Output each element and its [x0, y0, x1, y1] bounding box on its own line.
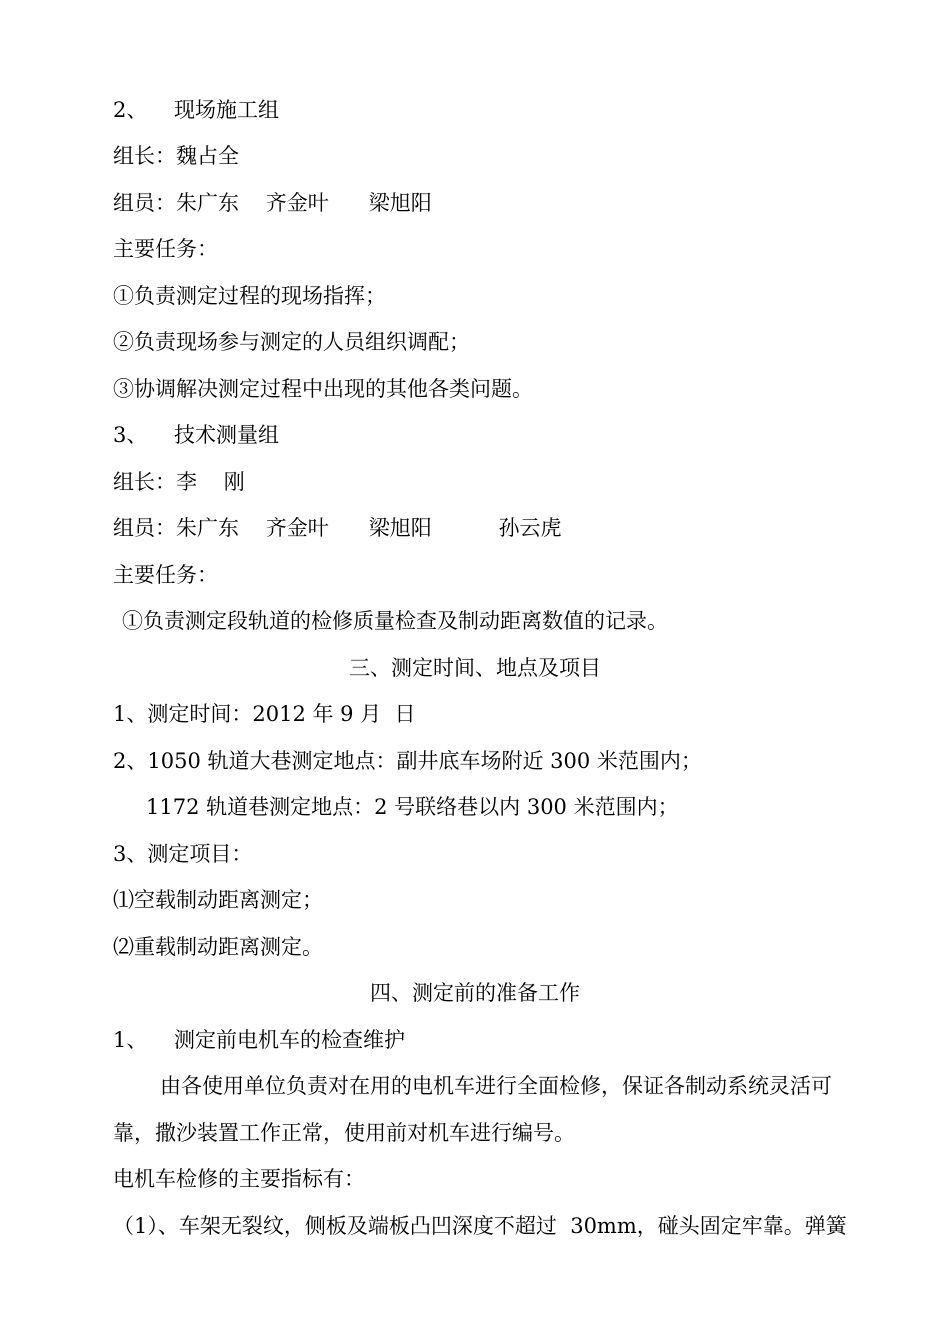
paragraph-line: 电机车检修的主要指标有：	[113, 1167, 365, 1191]
main-tasks-label: 主要任务：	[113, 563, 218, 587]
section-heading-site-construction: 2、 现场施工组	[113, 98, 280, 122]
list-item: 2、1050 轨道大巷测定地点：副井底车场附近 300 米范围内；	[113, 749, 702, 773]
paragraph-line: 靠，撒沙装置工作正常，使用前对机车进行编号。	[113, 1121, 575, 1145]
group-leader-line: 组长：魏占全	[113, 144, 239, 168]
chapter-heading: 三、测定时间、地点及项目	[349, 656, 601, 680]
task-item: ①负责测定过程的现场指挥；	[113, 284, 386, 308]
task-item: ②负责现场参与测定的人员组织调配；	[113, 330, 470, 354]
sub-item: ⑴空载制动距离测定；	[113, 888, 323, 912]
section-heading-technical-survey: 3、 技术测量组	[113, 423, 280, 447]
paragraph-line: （1）、车架无裂纹，侧板及端板凸凹深度不超过 30mm，碰头固定牢靠。弹簧	[113, 1214, 847, 1238]
paragraph-line: 由各使用单位负责对在用的电机车进行全面检修，保证各制动系统灵活可	[160, 1074, 832, 1098]
list-item: 1、测定时间：2012 年 9 月 日	[113, 702, 416, 726]
task-item: ③协调解决测定过程中出现的其他各类问题。	[113, 377, 533, 401]
list-item-continuation: 1172 轨道巷测定地点：2 号联络巷以内 300 米范围内；	[146, 795, 679, 819]
main-tasks-label: 主要任务：	[113, 237, 218, 261]
sub-item: ⑵重载制动距离测定。	[113, 935, 323, 959]
chapter-heading: 四、测定前的准备工作	[370, 981, 580, 1005]
group-members-line: 组员：朱广东 齐金叶 梁旭阳	[113, 191, 432, 215]
section-heading-inspection: 1、 测定前电机车的检查维护	[113, 1028, 406, 1052]
list-item: 3、测定项目：	[113, 842, 253, 866]
group-members-line: 组员：朱广东 齐金叶 梁旭阳 孙云虎	[113, 516, 562, 540]
group-leader-line: 组长：李 刚	[113, 470, 245, 494]
task-item: ①负责测定段轨道的检修质量检查及制动距离数值的记录。	[122, 609, 668, 633]
